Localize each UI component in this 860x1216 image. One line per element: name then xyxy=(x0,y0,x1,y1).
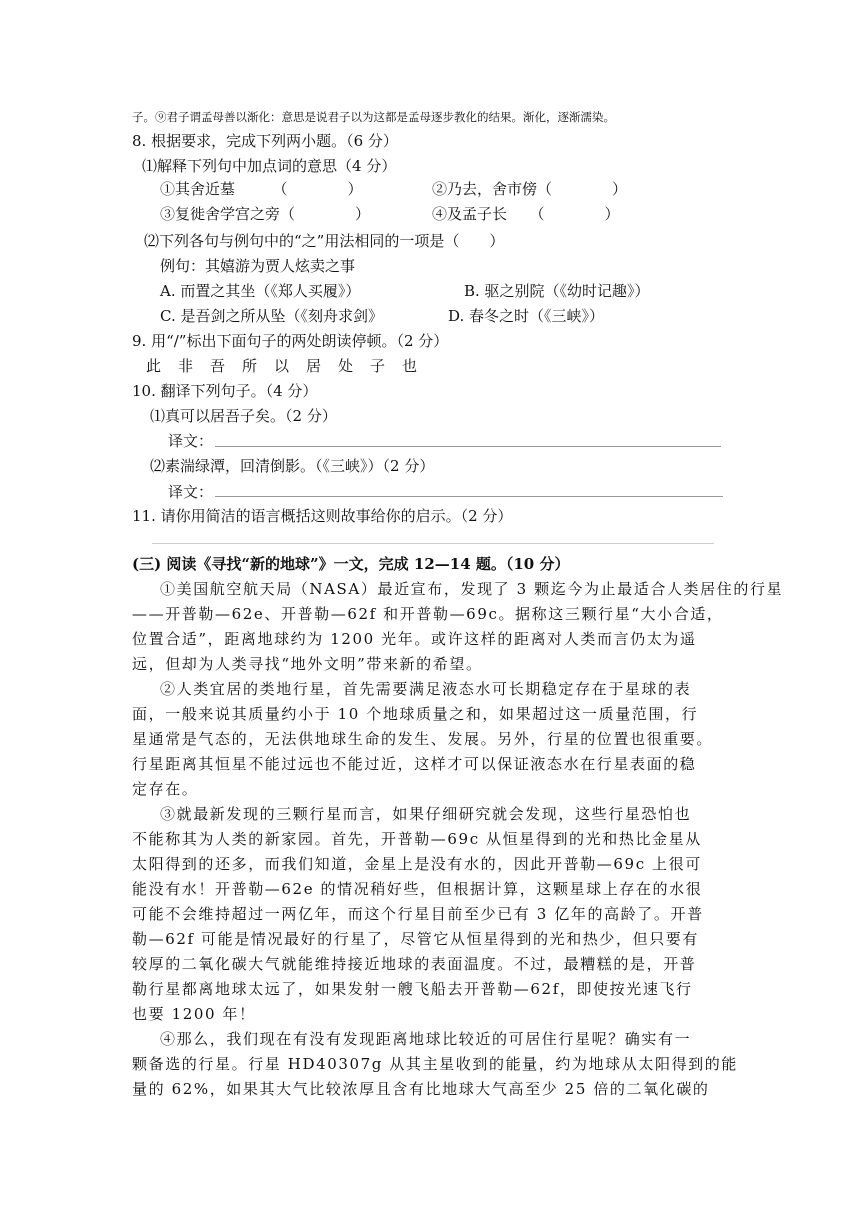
para1-line-2: ——开普勒—62e、开普勒—62f 和开普勒—69c。据称这三颗行星“大小合适， xyxy=(132,605,724,623)
q8-option-b: B. 驱之别院（《幼时记趣》） xyxy=(464,282,650,300)
q8-item-2: ②乃去，舍市傍（ ） xyxy=(432,180,628,198)
q10-heading: 10. 翻译下列句子。（4 分） xyxy=(132,382,318,400)
para4-line-1: ④那么，我们现在有没有发现距离地球比较近的可居住行星呢？确实有一 xyxy=(160,1030,692,1048)
para4-line-3: 量的 62%，如果其大气比较浓厚且含有比地球大气高至少 25 倍的二氧化碳的 xyxy=(132,1080,710,1098)
q8-sub2: ⑵下列各句与例句中的“之”用法相同的一项是（ ） xyxy=(144,232,505,250)
q11-heading: 11. 请你用简洁的语言概括这则故事给你的启示。（2 分） xyxy=(132,507,513,525)
para2-line-1: ②人类宜居的类地行星，首先需要满足液态水可长期稳定存在于星球的表 xyxy=(160,680,692,698)
para2-line-4: 行星距离其恒星不能过远也不能过近，这样才可以保证液态水在行星表面的稳 xyxy=(132,755,697,773)
q10-sentence-1: ⑴真可以居吾子矣。（2 分） xyxy=(150,407,337,425)
para2-line-5: 定存在。 xyxy=(132,780,199,798)
q8-item-4: ④及孟子长 （ ） xyxy=(432,205,620,223)
q8-item-1: ①其舍近墓 （ ） xyxy=(160,180,363,198)
q8-item-3: ③复徙舍学宫之旁（ ） xyxy=(160,205,371,223)
para1-line-4: 远，但却为人类寻找“地外文明”带来新的希望。 xyxy=(132,655,483,673)
para3-line-9: 也要 1200 年！ xyxy=(132,1005,256,1023)
para3-line-2: 不能称其为人类的新家园。首先，开普勒—69c 从恒星得到的光和热比金星从 xyxy=(132,830,702,848)
para3-line-5: 可能不会维持超过一两亿年，而这个行星目前至少已有 3 亿年的高龄了。开普 xyxy=(132,905,704,923)
section3-heading: (三) 阅读《寻找“新的地球”》一文，完成 12—14 题。（10 分） xyxy=(132,555,570,573)
para3-line-1: ③就最新发现的三颗行星而言，如果仔细研究就会发现，这些行星恐怕也 xyxy=(160,805,692,823)
footnote-text: 子。⑨君子谓孟母善以渐化：意思是说君子以为这都是孟母逐步教化的结果。渐化，逐渐濡染。 xyxy=(132,110,615,124)
para3-line-3: 太阳得到的还多，而我们知道，金星上是没有水的，因此开普勒—69c 上很可 xyxy=(132,855,702,873)
para3-line-7: 较厚的二氧化碳大气就能维持接近地球的表面温度。不过，最糟糕的是，开普 xyxy=(132,955,697,973)
q10-answer-2-line[interactable] xyxy=(215,496,723,497)
q10-sentence-2: ⑵素湍绿潭，回清倒影。（《三峡》）（2 分） xyxy=(150,457,435,475)
q10-answer-1-line[interactable] xyxy=(215,446,721,447)
para3-line-8: 勒行星都离地球太远了，如果发射一艘飞船去开普勒—62f，即使按光速飞行 xyxy=(132,980,693,998)
para4-line-2: 颗备选的行星。行星 HD40307g 从其主星收到的能量，约为地球从太阳得到的能 xyxy=(132,1055,738,1073)
para1-line-1: ①美国航空航天局（NASA）最近宣布，发现了 3 颗迄今为止最适合人类居住的行星 xyxy=(160,580,784,598)
q9-heading: 9. 用“/”标出下面句子的两处朗读停顿。（2 分） xyxy=(132,332,449,350)
q8-option-c: C. 是吾剑之所从坠（《刻舟求剑》 xyxy=(160,307,383,325)
para3-line-6: 勒—62f 可能是情况最好的行星了，尽管它从恒星得到的光和热少，但只要有 xyxy=(132,930,700,948)
q8-sub1: ⑴解释下列句中加点词的意思（4 分） xyxy=(142,157,397,175)
q9-sentence: 此非吾所以居处子也 xyxy=(146,357,435,375)
q11-answer-line[interactable] xyxy=(152,543,714,544)
q8-example: 例句：其嬉游为贾人炫卖之事 xyxy=(160,257,356,275)
q10-answer-2-label: 译文： xyxy=(168,483,214,501)
para2-line-3: 星通常是气态的，无法供地球生命的发生、发展。另外，行星的位置也很重要。 xyxy=(132,730,714,748)
q8-heading: 8. 根据要求，完成下列两小题。（6 分） xyxy=(132,132,398,150)
para2-line-2: 面，一般来说其质量约小于 10 个地球质量之和，如果超过这一质量范围，行 xyxy=(132,705,699,723)
q8-option-d: D. 春冬之时（《三峡》） xyxy=(448,307,605,325)
q8-option-a: A. 而置之其坐（《郑人买履》） xyxy=(160,282,361,300)
para3-line-4: 能没有水！开普勒—62e 的情况稍好些，但根据计算，这颗星球上存在的水很 xyxy=(132,880,703,898)
para1-line-3: 位置合适”，距离地球约为 1200 光年。或许这样的距离对人类而言仍太为遥 xyxy=(132,630,697,648)
q10-answer-1-label: 译文： xyxy=(168,432,214,450)
